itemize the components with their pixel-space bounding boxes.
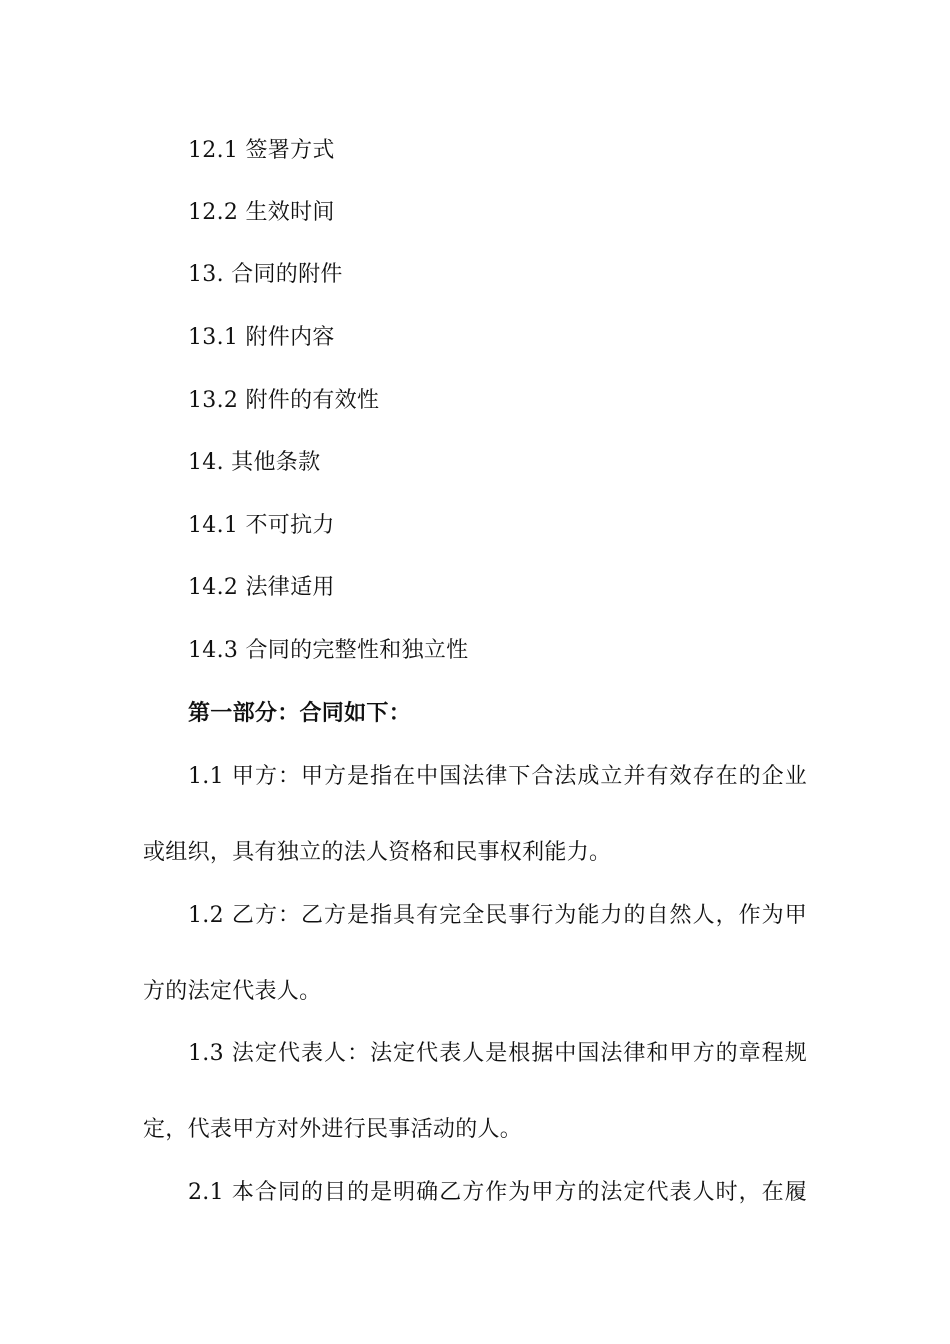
paragraph-1-1-line-2: 或组织，具有独立的法人资格和民事权利能力。 <box>143 840 612 865</box>
toc-item-14-1: 14.1 不可抗力 <box>188 513 335 538</box>
toc-item-12-2: 12.2 生效时间 <box>188 200 335 225</box>
paragraph-1-1-line-1: 1.1 甲方：甲方是指在中国法律下合法成立并有效存在的企业 <box>188 764 807 789</box>
paragraph-1-2-line-2: 方的法定代表人。 <box>143 979 322 1004</box>
section-heading: 第一部分：合同如下： <box>188 701 412 726</box>
toc-item-13-1: 13.1 附件内容 <box>188 325 335 350</box>
paragraph-1-3-line-2: 定，代表甲方对外进行民事活动的人。 <box>143 1117 523 1142</box>
toc-item-14: 14. 其他条款 <box>188 450 321 475</box>
paragraph-1-3-line-1: 1.3 法定代表人：法定代表人是根据中国法律和甲方的章程规 <box>188 1041 807 1066</box>
toc-item-14-3: 14.3 合同的完整性和独立性 <box>188 638 469 663</box>
toc-item-13-2: 13.2 附件的有效性 <box>188 388 380 413</box>
toc-item-13: 13. 合同的附件 <box>188 262 343 287</box>
toc-item-14-2: 14.2 法律适用 <box>188 575 335 600</box>
paragraph-2-1-line-1: 2.1 本合同的目的是明确乙方作为甲方的法定代表人时，在履 <box>188 1180 807 1205</box>
paragraph-1-2-line-1: 1.2 乙方：乙方是指具有完全民事行为能力的自然人，作为甲 <box>188 903 807 928</box>
toc-item-12-1: 12.1 签署方式 <box>188 138 335 163</box>
